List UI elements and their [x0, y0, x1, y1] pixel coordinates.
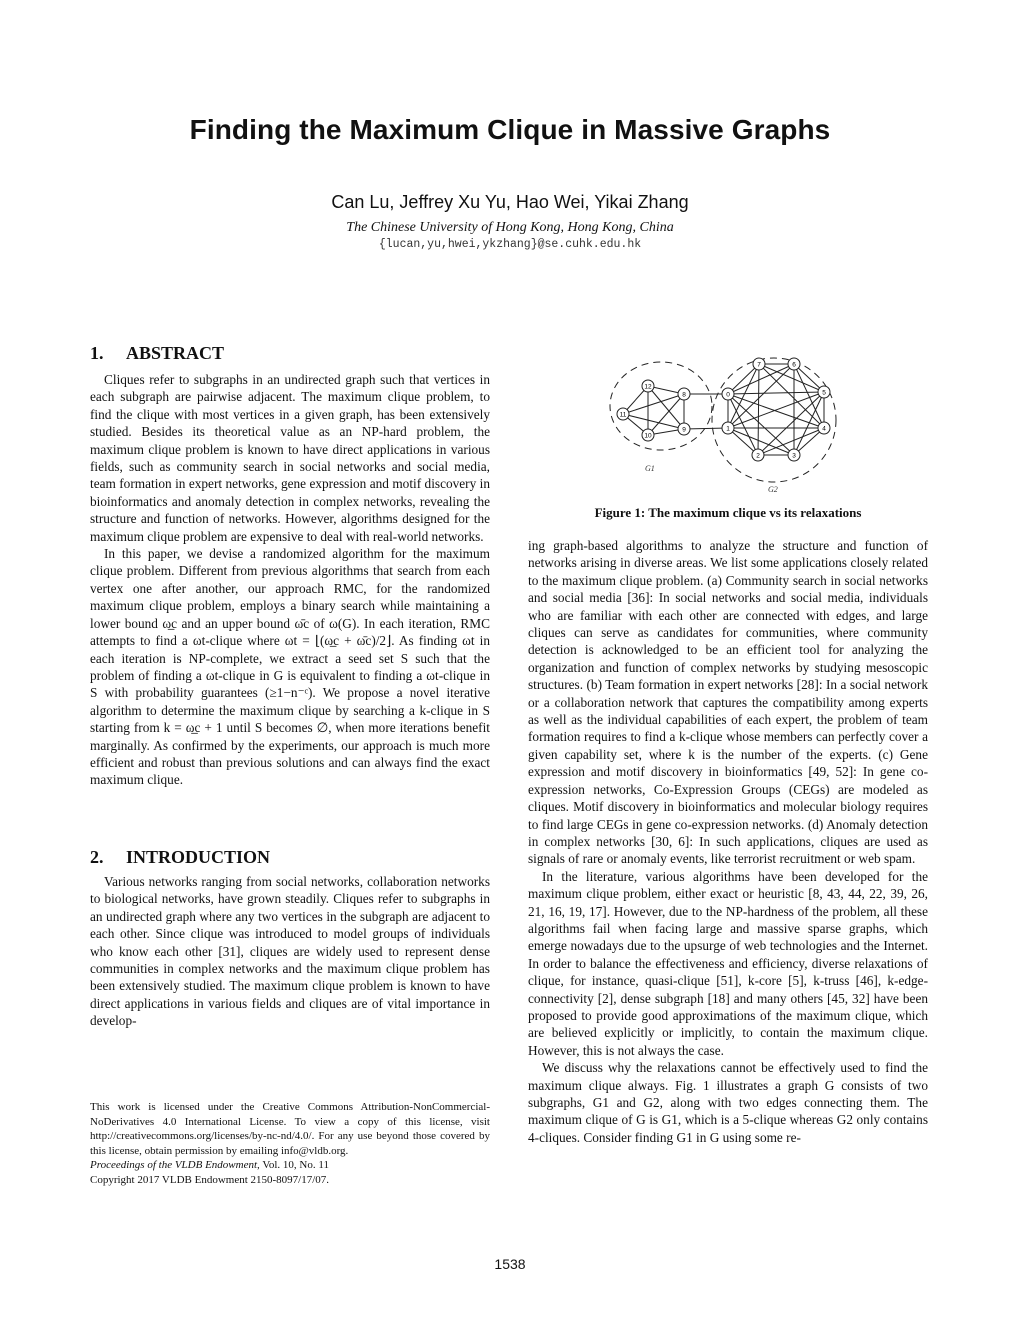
svg-text:2: 2: [756, 452, 760, 460]
svg-text:12: 12: [644, 383, 652, 391]
intro-paragraph-literature: In the literature, various algorithms have been developed for the maximum clique problem, either exact or heuristic [8, 43, 44, 22, 39, 26, 21, 16, 19, 17]. However, due to the NP-hardness of the problem, all these algorithms fail when facing large and massive sparse graphs, which emerge nowadays due to the upsurge of web technologies and the Internet. In order to balance the effectiveness and efficiency, diverse relaxations of clique, for instance, quasi-clique [51], k-core [5], k-truss [46], k-edge-connectivity [2], dense subgraph [18] and many others [45, 32] have been proposed to provide good approximations of the maximum clique, which are believed explicitly or implicitly, to contain the maximum clique. However, this is not always the case.: [528, 868, 928, 1058]
introduction-number: 2.: [90, 847, 104, 867]
author-list: Can Lu, Jeffrey Xu Yu, Hao Wei, Yikai Zhang: [331, 192, 689, 212]
svg-text:7: 7: [757, 361, 761, 369]
license-footnote: [90, 1100, 490, 1188]
right-column-body: [528, 537, 928, 1146]
svg-text:6: 6: [792, 361, 796, 369]
g2-label: G2: [768, 485, 778, 494]
g2-edges: [728, 361, 824, 455]
g1-node-8: [678, 388, 690, 400]
g2-node-4: [818, 422, 830, 434]
bridge-edges: [682, 391, 730, 429]
license-text: This work is licensed under the Creative Commons Attribution-NonCommercial-NoDerivatives 4.0 International License. To view a copy of this license, visit http://creativecommons.org/licenses/by-nc-nd/4.0/. For any use beyond those covered by this license, obtain permission by emailing info@vldb.org.: [90, 1101, 490, 1157]
g2-node-2: [752, 449, 764, 461]
svg-text:0: 0: [726, 391, 730, 399]
copyright-text: Copyright 2017 VLDB Endowment 2150-8097/17/07.: [90, 1173, 330, 1186]
introduction-title: INTRODUCTION: [126, 847, 271, 867]
g2-node-0: [722, 388, 734, 400]
svg-text:3: 3: [792, 452, 796, 460]
g2-node-3: [788, 449, 800, 461]
g1-node-12: [642, 380, 654, 392]
g2-node-5: [818, 386, 830, 398]
g2-node-1: [722, 422, 734, 434]
abstract-number: 1.: [90, 343, 104, 363]
svg-text:1: 1: [726, 425, 730, 433]
intro-paragraph-continued: ing graph-based algorithms to analyze the structure and function of networks arising in diverse areas. We list some applications closely related to the maximum clique problem. (a) Community search in social networks and social media [36]: In social networks and social media, individuals who are familiar with each other are connected with edges, and large cliques can serve as candidates for communities, where community detection is acknowledged to be an efficient tool for analyzing the organization and function of complex networks by studying mesoscopic structures. (b) Team formation in expert networks [28]: In a social network or a collaboration network that captures the compatibility among experts as well as the individual capabilities of each expert, the problem of team formation requires to find a k-clique whose members can perfectly cover a given capability set, where k is the number of the experts. (c) Gene expression and motif discovery in bioinformatics [49, 52]: In gene co-expression networks, Co-Expression Groups (CEGs) are modeled as cliques. Motif discovery in bioinformatics and molecular biology requires to find large CEGs in gene co-expression networks. (d) Anomaly detection in complex networks [30, 6]: In such applications, cliques are used as signals of rare or anomaly events, like terrorist recruitment or web spam.: [528, 538, 928, 867]
abstract-title: ABSTRACT: [126, 343, 225, 363]
svg-text:11: 11: [619, 411, 627, 419]
g1-edges: [623, 383, 684, 435]
abstract-body: [90, 371, 490, 789]
svg-text:9: 9: [682, 426, 686, 434]
svg-text:4: 4: [822, 425, 826, 433]
g1-node-9: [678, 423, 690, 435]
svg-text:10: 10: [644, 432, 652, 440]
author-email: {lucan,yu,hwei,ykzhang}@se.cuhk.edu.hk: [378, 238, 642, 251]
g1-boundary: [610, 362, 712, 450]
clique-figure: [600, 344, 860, 494]
abstract-heading: [90, 343, 224, 364]
g1-label: G1: [645, 464, 655, 473]
g1-node-10: [642, 429, 654, 441]
g2-node-6: [788, 358, 800, 370]
paper-title: Finding the Maximum Clique in Massive Graphs: [189, 114, 831, 145]
g2-boundary: [712, 358, 836, 482]
introduction-heading: [90, 847, 270, 868]
g2-node-7: [753, 358, 765, 370]
abstract-paragraph-1: Cliques refer to subgraphs in an undirected graph such that vertices in each subgraph are pairwise adjacent. The maximum clique problem, to find the clique with most vertices in a given graph, has been extensively studied. Besides its theoretical value as an NP-hard problem, the maximum clique problem is known to have direct applications in various fields, such as community search in social networks and social media, team formation in expert networks, gene expression and motif discovery in bioinformatics and anomaly detection in complex networks, revealing the structure and function of networks. However, algorithms designed for the maximum clique problem are expensive to deal with real-world networks.: [90, 372, 490, 544]
introduction-paragraph-1: Various networks ranging from social networks, collaboration networks to biological networks, have grown steadily. Cliques refer to subgraphs in an undirected graph where any two vertices in the subgraph are adjacent to each other. Since clique was introduced to model groups of individuals who know each other [31], cliques are widely used to represent dense communities in complex networks and the maximum clique problem has been extensively studied. The maximum clique problem is known to have direct applications in various fields and cliques are of vital importance in develop-: [90, 874, 490, 1029]
svg-text:5: 5: [822, 389, 826, 397]
intro-paragraph-relaxations: We discuss why the relaxations cannot be effectively used to find the maximum clique always. Fig. 1 illustrates a graph G consists of two subgraphs, G1 and G2, along with two edges connecting them. The maximum clique of G is G1, which is a 5-clique whereas G2 only contains 4-cliques. Consider finding G1 in G using some re-: [528, 1060, 928, 1145]
page-number: 1538: [494, 1256, 526, 1272]
introduction-body: [90, 873, 490, 1030]
abstract-paragraph-2: In this paper, we devise a randomized algorithm for the maximum clique problem. Different from previous algorithms that search from each vertex one after another, our approach RMC, for the randomized maximum clique problem, employs a binary search while maintaining a lower bound ω̲c and an upper bound ω̄c of ω(G). In each iteration, RMC attempts to find a ωt-clique where ωt = ⌊(ω̲c + ω̄c)/2⌋. As finding ωt in each iteration is NP-complete, we extract a seed set S such that the problem of finding a ωt-clique in G is equivalent to finding a ωt-clique in S with probability guarantees (≥1−n⁻ᶜ). We propose a novel iterative algorithm to determine the maximum clique by searching a k-clique in S starting from k = ω̲c + 1 until S becomes ∅, when more iterations benefit marginally. As confirmed by the experiments, our approach is much more efficient and robust than previous solutions and can always find the exact maximum clique.: [90, 546, 490, 788]
proceedings-volume: Vol. 10, No. 11: [262, 1159, 329, 1172]
svg-text:8: 8: [682, 391, 686, 399]
proceedings-name: Proceedings of the VLDB Endowment,: [90, 1159, 260, 1172]
figure-caption: Figure 1: The maximum clique vs its relaxations: [594, 505, 862, 520]
affiliation: The Chinese University of Hong Kong, Hong Kong, China: [346, 220, 674, 235]
g1-node-11: [617, 408, 629, 420]
